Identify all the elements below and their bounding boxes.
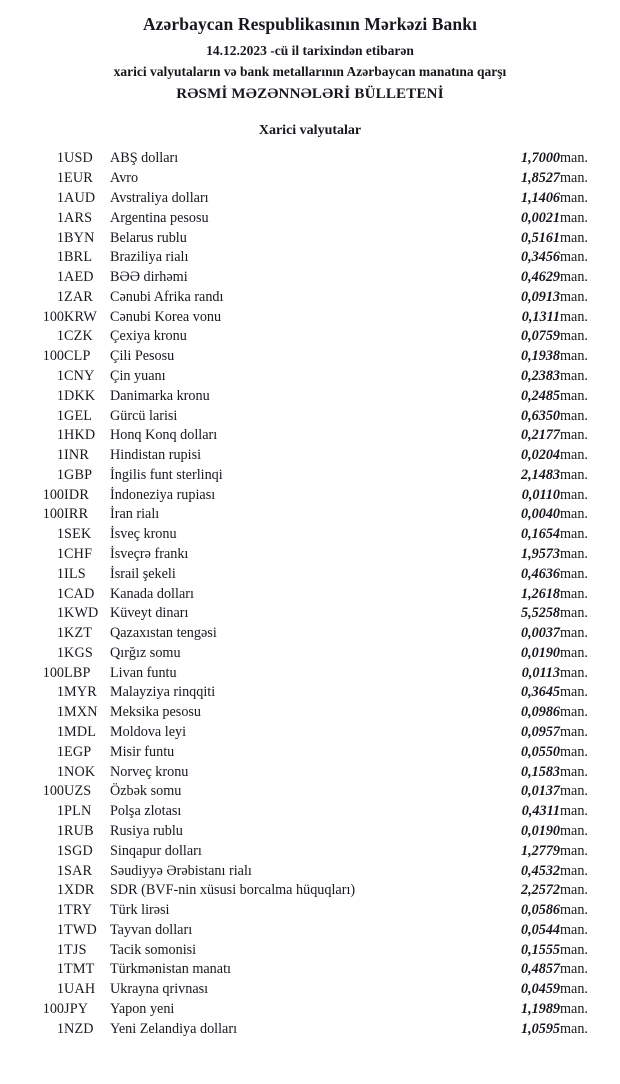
currency-name: Braziliya rialı bbox=[110, 249, 189, 266]
currency-name: Kanada dolları bbox=[110, 585, 194, 602]
currency-code: IRR bbox=[64, 506, 89, 523]
currency-name: Çin yuanı bbox=[110, 367, 166, 384]
currency-amount: 1 bbox=[56, 565, 64, 582]
currency-name: Səudiyyə Ərəbistanı rialı bbox=[110, 862, 252, 879]
table-row bbox=[18, 564, 602, 584]
currency-code: TJS bbox=[64, 941, 87, 958]
currency-rate: 0,0913 bbox=[520, 288, 560, 305]
currency-amount: 1 bbox=[56, 862, 64, 879]
currency-code: NOK bbox=[64, 763, 96, 780]
currency-name: Moldova leyi bbox=[110, 724, 187, 741]
currency-rate: 0,2177 bbox=[520, 427, 560, 444]
table-row bbox=[18, 940, 602, 960]
currency-unit: man. bbox=[560, 170, 588, 187]
currency-rate: 0,3456 bbox=[520, 249, 560, 266]
currency-code: USD bbox=[64, 150, 93, 167]
currency-code: AED bbox=[64, 269, 94, 286]
currency-amount: 1 bbox=[56, 941, 64, 958]
currency-unit: man. bbox=[560, 229, 588, 246]
table-row bbox=[18, 644, 602, 664]
table-row bbox=[18, 762, 602, 782]
currency-code: EGP bbox=[64, 743, 92, 760]
table-row bbox=[18, 1019, 602, 1039]
currency-code: LBP bbox=[64, 664, 91, 681]
table-row bbox=[18, 189, 602, 209]
currency-code: ZAR bbox=[64, 288, 93, 305]
currency-name: Polşa zlotası bbox=[110, 803, 182, 820]
currency-code: DKK bbox=[64, 387, 96, 404]
currency-rate: 0,0550 bbox=[520, 743, 560, 760]
currency-amount: 1 bbox=[56, 209, 64, 226]
currency-rate: 0,1938 bbox=[520, 348, 560, 365]
document-header bbox=[18, 14, 602, 103]
currency-code: MDL bbox=[64, 724, 97, 741]
currency-code: TWD bbox=[64, 921, 97, 938]
currency-amount: 1 bbox=[56, 407, 64, 424]
currency-rate: 0,0957 bbox=[520, 724, 560, 741]
currency-unit: man. bbox=[560, 269, 588, 286]
currency-rate: 1,9573 bbox=[520, 546, 560, 563]
currency-unit: man. bbox=[560, 427, 588, 444]
currency-unit: man. bbox=[560, 1000, 588, 1017]
currency-amount: 1 bbox=[56, 822, 64, 839]
currency-amount: 1 bbox=[56, 150, 64, 167]
currency-rate: 0,1654 bbox=[520, 526, 560, 543]
currency-unit: man. bbox=[560, 546, 588, 563]
currency-name: Danimarka kronu bbox=[110, 387, 210, 404]
table-row bbox=[18, 920, 602, 940]
table-row bbox=[18, 545, 602, 565]
currency-amount: 100 bbox=[42, 1000, 64, 1017]
currency-rate: 0,1311 bbox=[521, 308, 560, 325]
currency-code: CLP bbox=[64, 348, 91, 365]
currency-name: İsveçrə frankı bbox=[110, 546, 189, 563]
table-row bbox=[18, 466, 602, 486]
currency-amount: 1 bbox=[56, 644, 64, 661]
table-row bbox=[18, 268, 602, 288]
currency-name: Özbək somu bbox=[110, 783, 182, 800]
currency-rate: 0,4629 bbox=[520, 269, 560, 286]
currency-name: Avstraliya dolları bbox=[110, 189, 209, 206]
currency-name: Tacik somonisi bbox=[110, 941, 197, 958]
currency-amount: 1 bbox=[56, 447, 64, 464]
section-title-foreign-currencies: Xarici valyutalar bbox=[258, 123, 362, 138]
currency-name: Çili Pesosu bbox=[110, 348, 175, 365]
effective-date-line: 14.12.2023 -cü il tarixindən etibarən bbox=[206, 43, 414, 58]
table-row bbox=[18, 1000, 602, 1020]
table-row bbox=[18, 703, 602, 723]
currency-code: TRY bbox=[64, 902, 93, 919]
currency-name: Avro bbox=[110, 170, 139, 187]
table-row bbox=[18, 742, 602, 762]
currency-rate: 0,4311 bbox=[521, 803, 560, 820]
currency-code: KWD bbox=[64, 605, 99, 622]
currency-name: Rusiya rublu bbox=[110, 822, 183, 839]
currency-rate: 1,1989 bbox=[520, 1000, 560, 1017]
currency-unit: man. bbox=[560, 585, 588, 602]
currency-unit: man. bbox=[560, 664, 588, 681]
currency-rate: 0,0586 bbox=[520, 902, 560, 919]
currency-amount: 1 bbox=[56, 882, 64, 899]
currency-unit: man. bbox=[560, 466, 588, 483]
currency-name: BƏƏ dirhəmi bbox=[110, 269, 188, 286]
currency-name: Türkmənistan manatı bbox=[110, 961, 231, 978]
currency-name: Yapon yeni bbox=[110, 1000, 175, 1017]
currency-code: XDR bbox=[64, 882, 95, 899]
currency-code: AUD bbox=[64, 189, 96, 206]
currency-rate: 0,0190 bbox=[520, 644, 560, 661]
currency-unit: man. bbox=[560, 763, 588, 780]
table-row bbox=[18, 307, 602, 327]
currency-name: Cənubi Korea vonu bbox=[110, 308, 222, 325]
currency-amount: 100 bbox=[42, 486, 64, 503]
currency-code: KRW bbox=[64, 308, 97, 325]
currency-name: İran rialı bbox=[110, 506, 160, 523]
currency-unit: man. bbox=[560, 724, 588, 741]
currency-unit: man. bbox=[560, 447, 588, 464]
currency-name: Yeni Zelandiya dolları bbox=[110, 1020, 238, 1037]
table-row bbox=[18, 248, 602, 268]
currency-amount: 1 bbox=[56, 842, 64, 859]
currency-rate: 0,1583 bbox=[520, 763, 560, 780]
currency-unit: man. bbox=[560, 189, 588, 206]
currency-amount: 1 bbox=[56, 961, 64, 978]
currency-code: SAR bbox=[64, 862, 93, 879]
currency-unit: man. bbox=[560, 526, 588, 543]
currency-rate: 0,0037 bbox=[520, 625, 560, 642]
currency-unit: man. bbox=[560, 288, 588, 305]
table-row bbox=[18, 446, 602, 466]
currency-rate: 0,0113 bbox=[521, 664, 560, 681]
currency-rate: 1,2618 bbox=[520, 585, 560, 602]
currency-code: GEL bbox=[64, 407, 93, 424]
currency-rate: 0,0986 bbox=[520, 704, 560, 721]
currency-code: BYN bbox=[64, 229, 95, 246]
table-row bbox=[18, 604, 602, 624]
currency-amount: 1 bbox=[56, 466, 64, 483]
currency-unit: man. bbox=[560, 387, 588, 404]
table-row bbox=[18, 347, 602, 367]
table-row bbox=[18, 426, 602, 446]
currency-code: ARS bbox=[64, 209, 93, 226]
currency-unit: man. bbox=[560, 803, 588, 820]
currency-unit: man. bbox=[560, 407, 588, 424]
currency-code: EUR bbox=[64, 170, 93, 187]
table-row bbox=[18, 683, 602, 703]
currency-rate: 0,1555 bbox=[520, 941, 560, 958]
table-row bbox=[18, 208, 602, 228]
currency-unit: man. bbox=[560, 486, 588, 503]
currency-amount: 1 bbox=[56, 763, 64, 780]
table-row bbox=[18, 228, 602, 248]
currency-code: SEK bbox=[64, 526, 92, 543]
currency-unit: man. bbox=[560, 743, 588, 760]
currency-code: JPY bbox=[64, 1000, 89, 1017]
currency-amount: 100 bbox=[42, 308, 64, 325]
currency-name: Ukrayna qrivnası bbox=[110, 981, 209, 998]
currency-name: SDR (BVF-nin xüsusi borcalma hüquqları) bbox=[110, 882, 356, 899]
currency-code: PLN bbox=[64, 803, 92, 820]
currency-rate: 2,2572 bbox=[520, 882, 560, 899]
currency-unit: man. bbox=[560, 308, 588, 325]
currency-amount: 1 bbox=[56, 249, 64, 266]
currency-rate: 0,0190 bbox=[520, 822, 560, 839]
currency-code: CNY bbox=[64, 367, 95, 384]
table-row bbox=[18, 386, 602, 406]
currency-rate: 5,5258 bbox=[520, 605, 560, 622]
currency-rate: 0,4636 bbox=[520, 565, 560, 582]
table-row bbox=[18, 149, 602, 169]
currency-amount: 1 bbox=[56, 921, 64, 938]
currency-amount: 1 bbox=[56, 387, 64, 404]
currency-code: HKD bbox=[64, 427, 96, 444]
currency-unit: man. bbox=[560, 941, 588, 958]
currency-rate: 0,6350 bbox=[520, 407, 560, 424]
currency-amount: 1 bbox=[56, 288, 64, 305]
currency-code: MXN bbox=[64, 704, 98, 721]
currency-amount: 100 bbox=[42, 783, 64, 800]
currency-name: İsveç kronu bbox=[110, 526, 177, 543]
exchange-rates-table bbox=[18, 149, 602, 1039]
currency-rate: 1,8527 bbox=[520, 170, 560, 187]
currency-unit: man. bbox=[560, 882, 588, 899]
currency-amount: 1 bbox=[56, 902, 64, 919]
currency-rate: 0,3645 bbox=[520, 684, 560, 701]
currency-amount: 100 bbox=[42, 506, 64, 523]
currency-code: RUB bbox=[64, 822, 94, 839]
table-row bbox=[18, 584, 602, 604]
currency-code: UAH bbox=[64, 981, 96, 998]
currency-unit: man. bbox=[560, 704, 588, 721]
currency-rate: 0,5161 bbox=[520, 229, 560, 246]
currency-code: MYR bbox=[64, 684, 97, 701]
currency-amount: 100 bbox=[42, 664, 64, 681]
currency-unit: man. bbox=[560, 921, 588, 938]
currency-name: Sinqapur dolları bbox=[110, 842, 202, 859]
currency-name: Livan funtu bbox=[110, 664, 177, 681]
currency-unit: man. bbox=[560, 328, 588, 345]
currency-name: İsrail şekeli bbox=[110, 565, 176, 582]
currency-unit: man. bbox=[560, 842, 588, 859]
table-row bbox=[18, 525, 602, 545]
currency-rate: 0,0040 bbox=[520, 506, 560, 523]
currency-name: Norveç kronu bbox=[110, 763, 189, 780]
bulletin-heading: RƏSMİ MƏZƏNNƏLƏRİ BÜLLETENİ bbox=[176, 86, 444, 102]
currency-name: İngilis funt sterlinqi bbox=[110, 466, 223, 483]
currency-rate: 0,2485 bbox=[520, 387, 560, 404]
table-row bbox=[18, 802, 602, 822]
table-row bbox=[18, 663, 602, 683]
table-row bbox=[18, 980, 602, 1000]
currency-unit: man. bbox=[560, 1020, 588, 1037]
currency-unit: man. bbox=[560, 605, 588, 622]
currency-amount: 1 bbox=[56, 605, 64, 622]
currency-code: KZT bbox=[64, 625, 93, 642]
currency-name: ABŞ dolları bbox=[110, 150, 179, 167]
currency-amount: 1 bbox=[56, 625, 64, 642]
currency-rate: 1,0595 bbox=[520, 1020, 560, 1037]
currency-name: Malayziya rinqqiti bbox=[110, 684, 216, 701]
currency-name: Çexiya kronu bbox=[110, 328, 187, 345]
currency-rate: 0,0204 bbox=[520, 447, 560, 464]
currency-rate: 1,2779 bbox=[520, 842, 560, 859]
currency-code: TMT bbox=[64, 961, 95, 978]
currency-unit: man. bbox=[560, 644, 588, 661]
currency-name: Tayvan dolları bbox=[110, 921, 193, 938]
currency-code: SGD bbox=[64, 842, 93, 859]
currency-name: İndoneziya rupiası bbox=[110, 486, 216, 503]
currency-rate: 0,0021 bbox=[520, 209, 560, 226]
currency-unit: man. bbox=[560, 981, 588, 998]
currency-amount: 1 bbox=[56, 367, 64, 384]
currency-rate: 0,0544 bbox=[520, 921, 560, 938]
currency-name: Qazaxıstan tengəsi bbox=[110, 625, 217, 642]
currency-amount: 1 bbox=[56, 981, 64, 998]
currency-rate: 1,1406 bbox=[520, 189, 560, 206]
currency-code: CAD bbox=[64, 585, 95, 602]
table-row bbox=[18, 841, 602, 861]
document-subtitle: xarici valyutaların və bank metallarının Azərbaycan manatına qarşı bbox=[113, 64, 507, 79]
table-row bbox=[18, 505, 602, 525]
currency-code: BRL bbox=[64, 249, 93, 266]
currency-amount: 100 bbox=[42, 348, 64, 365]
currency-unit: man. bbox=[560, 684, 588, 701]
currency-amount: 1 bbox=[56, 526, 64, 543]
currency-code: GBP bbox=[64, 466, 93, 483]
table-row bbox=[18, 723, 602, 743]
currency-name: Cənubi Afrika randı bbox=[110, 288, 224, 305]
currency-unit: man. bbox=[560, 348, 588, 365]
currency-amount: 1 bbox=[56, 803, 64, 820]
currency-unit: man. bbox=[560, 249, 588, 266]
currency-name: Honq Konq dolları bbox=[110, 427, 218, 444]
table-row bbox=[18, 960, 602, 980]
currency-amount: 1 bbox=[56, 724, 64, 741]
currency-rate: 0,0459 bbox=[520, 981, 560, 998]
currency-unit: man. bbox=[560, 822, 588, 839]
table-row bbox=[18, 367, 602, 387]
currency-name: Türk lirəsi bbox=[110, 902, 170, 919]
currency-name: Meksika pesosu bbox=[110, 704, 202, 721]
currency-unit: man. bbox=[560, 506, 588, 523]
currency-code: UZS bbox=[64, 783, 92, 800]
currency-rate: 0,0137 bbox=[520, 783, 560, 800]
currency-code: CHF bbox=[64, 546, 93, 563]
table-row bbox=[18, 406, 602, 426]
currency-name: Argentina pesosu bbox=[110, 209, 209, 226]
currency-amount: 1 bbox=[56, 170, 64, 187]
currency-name: Küveyt dinarı bbox=[110, 605, 189, 622]
currency-rate: 1,7000 bbox=[520, 150, 560, 167]
currency-name: Misir funtu bbox=[110, 743, 175, 760]
table-row bbox=[18, 169, 602, 189]
currency-name: Gürcü larisi bbox=[110, 407, 178, 424]
currency-rate: 0,0110 bbox=[521, 486, 560, 503]
currency-code: KGS bbox=[64, 644, 93, 661]
currency-rate: 0,4532 bbox=[520, 862, 560, 879]
table-row bbox=[18, 822, 602, 842]
table-row bbox=[18, 287, 602, 307]
currency-amount: 1 bbox=[56, 684, 64, 701]
table-row bbox=[18, 881, 602, 901]
table-row bbox=[18, 782, 602, 802]
currency-unit: man. bbox=[560, 625, 588, 642]
currency-rate: 2,1483 bbox=[520, 466, 560, 483]
currency-name: Belarus rublu bbox=[110, 229, 187, 246]
currency-code: ILS bbox=[64, 565, 86, 582]
currency-code: INR bbox=[64, 447, 90, 464]
table-row bbox=[18, 327, 602, 347]
currency-code: CZK bbox=[64, 328, 93, 345]
currency-amount: 1 bbox=[56, 229, 64, 246]
currency-amount: 1 bbox=[56, 546, 64, 563]
currency-amount: 1 bbox=[56, 704, 64, 721]
currency-unit: man. bbox=[560, 783, 588, 800]
currency-amount: 1 bbox=[56, 1020, 64, 1037]
currency-amount: 1 bbox=[56, 427, 64, 444]
currency-name: Qırğız somu bbox=[110, 644, 181, 661]
currency-rate: 0,2383 bbox=[520, 367, 560, 384]
page-title: Azərbaycan Respublikasının Mərkəzi Bankı bbox=[142, 14, 478, 34]
currency-amount: 1 bbox=[56, 189, 64, 206]
currency-unit: man. bbox=[560, 150, 588, 167]
table-row bbox=[18, 624, 602, 644]
currency-unit: man. bbox=[560, 367, 588, 384]
currency-amount: 1 bbox=[56, 269, 64, 286]
table-row bbox=[18, 901, 602, 921]
currency-amount: 1 bbox=[56, 585, 64, 602]
currency-name: Hindistan rupisi bbox=[110, 447, 202, 464]
table-row bbox=[18, 861, 602, 881]
currency-unit: man. bbox=[560, 209, 588, 226]
currency-unit: man. bbox=[560, 902, 588, 919]
currency-amount: 1 bbox=[56, 328, 64, 345]
table-row bbox=[18, 485, 602, 505]
currency-unit: man. bbox=[560, 862, 588, 879]
currency-unit: man. bbox=[560, 961, 588, 978]
currency-code: NZD bbox=[64, 1020, 94, 1037]
currency-rate: 0,0759 bbox=[520, 328, 560, 345]
currency-code: IDR bbox=[64, 486, 90, 503]
currency-unit: man. bbox=[560, 565, 588, 582]
currency-amount: 1 bbox=[56, 743, 64, 760]
currency-rate: 0,4857 bbox=[520, 961, 560, 978]
